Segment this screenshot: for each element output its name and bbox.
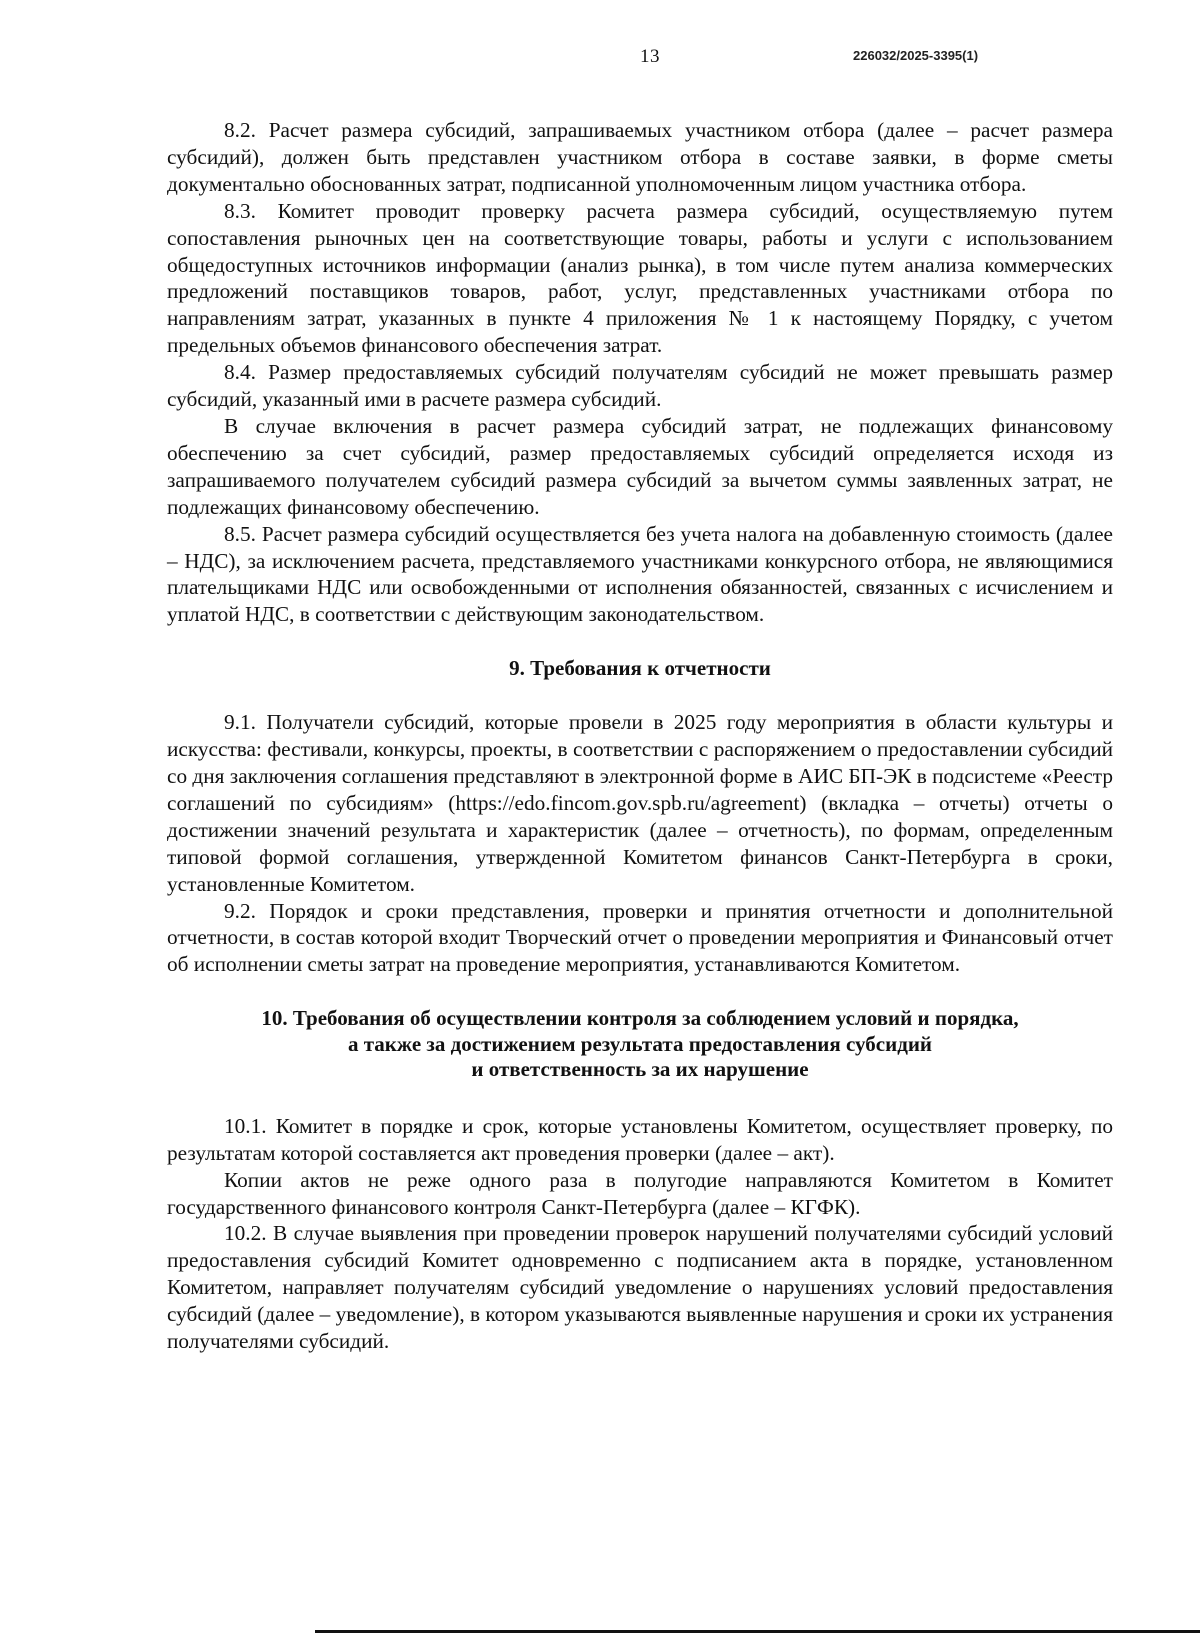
section-10-heading-line-3: и ответственность за их нарушение — [471, 1057, 809, 1082]
section-10-heading-line-2: а также за достижением результата предоставления субсидий — [347, 1031, 933, 1056]
paragraph-9-2: 9.2. Порядок и сроки представления, проверки и принятия отчетности и дополнительной отчетности, в состав которой входит Творческий отчет о проведении мероприятия и Финансовый отчет об исполнении сметы затрат на проведение мероприятия, устанавливаются Комитетом. — [167, 898, 1113, 977]
paragraph-8-2: 8.2. Расчет размера субсидий, запрашиваемых участником отбора (далее – расчет размера субсидий), должен быть представлен участником отбора в составе заявки, в форме сметы документально обоснованных затрат, подписанной уполномоченным лицом участника отбора. — [167, 118, 1113, 196]
paragraph-10-2: 10.2. В случае выявления при проведении проверок нарушений получателями субсидий условий предоставления субсидий Комитет одновременно с подписанием акта в порядке, установленном Комитетом, направляет получателям субсидий уведомление о нарушениях условий предоставления субсидий (далее – уведомление), в котором указываются выявленные нарушения и сроки их устранения получателями субсидий. — [167, 1221, 1113, 1354]
page-number: 13 — [640, 46, 660, 67]
paragraph-8-5: 8.5. Расчет размера субсидий осуществляется без учета налога на добавленную стоимость (далее – НДС), за исключением расчета, представляемого участниками конкурсного отбора, не являющимися плательщиками НДС или освобожденными от исполнения обязанностей, связанных с исчислением и уплатой НДС, в соответствии с действующим законодательством. — [167, 521, 1113, 627]
scan-bottom-edge-line — [315, 1630, 1200, 1633]
section-9-heading: 9. Требования к отчетности — [509, 656, 771, 681]
paragraph-8-3: 8.3. Комитет проводит проверку расчета размера субсидий, осуществляемую путем сопоставления рыночных цен на соответствующие товары, работы и услуги с использованием общедоступных источников информации (анализ рынка), в том числе путем анализа коммерческих предложений поставщиков товаров, работ, услуг, представленных участниками отбора по направлениям затрат, указанных в пункте 4 приложения № 1 к настоящему Порядку, с учетом предельных объемов финансового обеспечения затрат. — [167, 198, 1113, 358]
paragraph-9-1: 9.1. Получатели субсидий, которые провели в 2025 году мероприятия в области культуры и искусства: фестивали, конкурсы, проекты, в соответствии с распоряжением о предоставлении субсидий со дня заключения соглашения представляют в электронной форме в АИС БП-ЭК в подсистеме «Реестр соглашений по субсидиям» (https://edo.fincom.gov.spb.ru/agreement) (вкладка – отчеты) отчеты о достижении значений результата и характеристик (далее – отчетность), по формам, определенным типовой формой соглашения, утвержденной Комитетом финансов Санкт-Петербурга в сроки, установленные Комитетом. — [167, 710, 1113, 896]
section-10-heading — [167, 1006, 1113, 1083]
document-body — [167, 117, 1113, 1355]
document-id: 226032/2025-3395(1) — [853, 48, 979, 63]
paragraph-8-4-continued: В случае включения в расчет размера субсидий затрат, не подлежащих финансовому обеспечению за счет субсидий, размер предоставляемых субсидий определяется исходя из запрашиваемого получателем субсидий размера субсидий за вычетом суммы заявленных затрат, не подлежащих финансовому обеспечению. — [167, 413, 1113, 519]
paragraph-10-1: 10.1. Комитет в порядке и срок, которые установлены Комитетом, осуществляет проверку, по результатам которой составляется акт проведения проверки (далее – акт). — [167, 1113, 1113, 1165]
paragraph-8-4: 8.4. Размер предоставляемых субсидий получателям субсидий не может превышать размер субсидий, указанный ими в расчете размера субсидий. — [167, 360, 1113, 412]
paragraph-10-1-continued: Копии актов не реже одного раза в полугодие направляются Комитетом в Комитет государственного финансового контроля Санкт-Петербурга (далее – КГФК). — [167, 1167, 1113, 1219]
section-10-heading-line-1: 10. Требования об осуществлении контроля за соблюдением условий и порядка, — [261, 1006, 1019, 1031]
